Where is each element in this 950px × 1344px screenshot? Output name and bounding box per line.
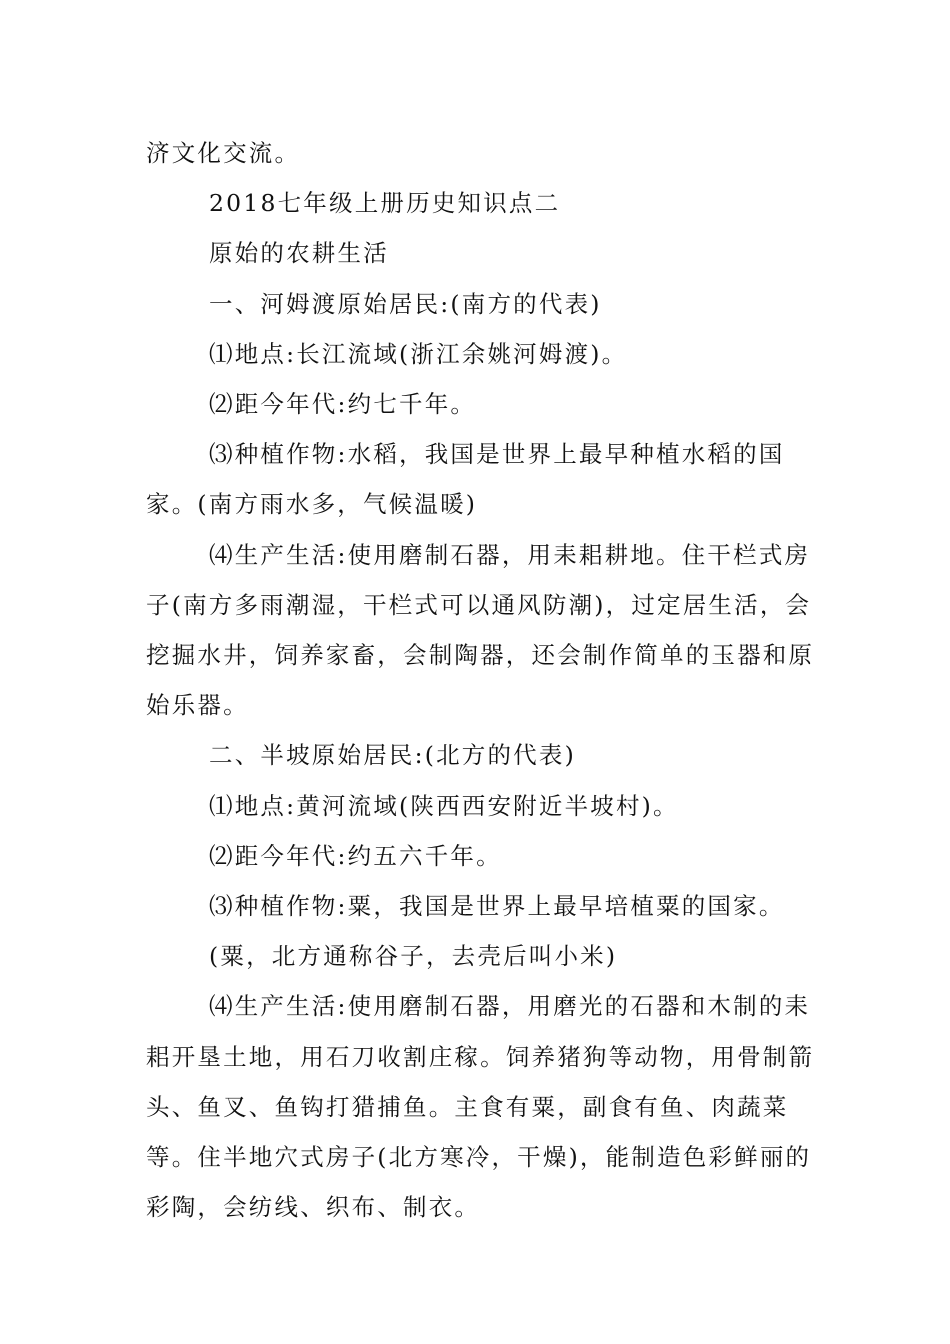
banpo-crops-note: (粟，北方通称谷子，去壳后叫小米) — [209, 942, 618, 971]
hemudu-crops: ⑶种植作物:水稻，我国是世界上最早种植水稻的国家。(南方雨水多，气候温暖) — [146, 440, 785, 519]
lesson-title: 原始的农耕生活 — [209, 239, 389, 268]
hemudu-location: ⑴地点:长江流域(浙江余姚河姆渡)。 — [209, 339, 628, 368]
banpo-life: ⑷生产生活:使用磨制石器，用磨光的石器和木制的耒耜开垦土地，用石刀收割庄稼。饲养猪狗等动物，用骨制箭头、鱼叉、鱼钩打猎捕鱼。主食有粟，副食有鱼、肉蔬菜等。住半地穴式房子(北方寒冷，干燥)，能制造色彩鲜丽的彩陶，会纺线、织布、制衣。 — [146, 992, 815, 1222]
banpo-location: ⑴地点:黄河流域(陕西西安附近半坡村)。 — [209, 791, 679, 820]
heading-banpo: 二、半坡原始居民:(北方的代表) — [209, 741, 576, 770]
heading-hemudu: 一、河姆渡原始居民:(南方的代表) — [209, 289, 602, 318]
hemudu-life: ⑷生产生活:使用磨制石器，用耒耜耕地。住干栏式房子(南方多雨潮湿，干栏式可以通风防潮)，过定居生活，会挖掘水井，饲养家畜，会制陶器，还会制作简单的玉器和原始乐器。 — [146, 540, 815, 720]
paragraph-continuation: 济文化交流。 — [146, 139, 301, 167]
hemudu-age: ⑵距今年代:约七千年。 — [209, 390, 477, 419]
section-heading-knowledge-point-two: 2018七年级上册历史知识点二 — [209, 189, 561, 218]
banpo-age: ⑵距今年代:约五六千年。 — [209, 841, 502, 870]
document-body — [146, 128, 816, 1232]
banpo-crops: ⑶种植作物:粟，我国是世界上最早培植粟的国家。 — [209, 892, 785, 921]
